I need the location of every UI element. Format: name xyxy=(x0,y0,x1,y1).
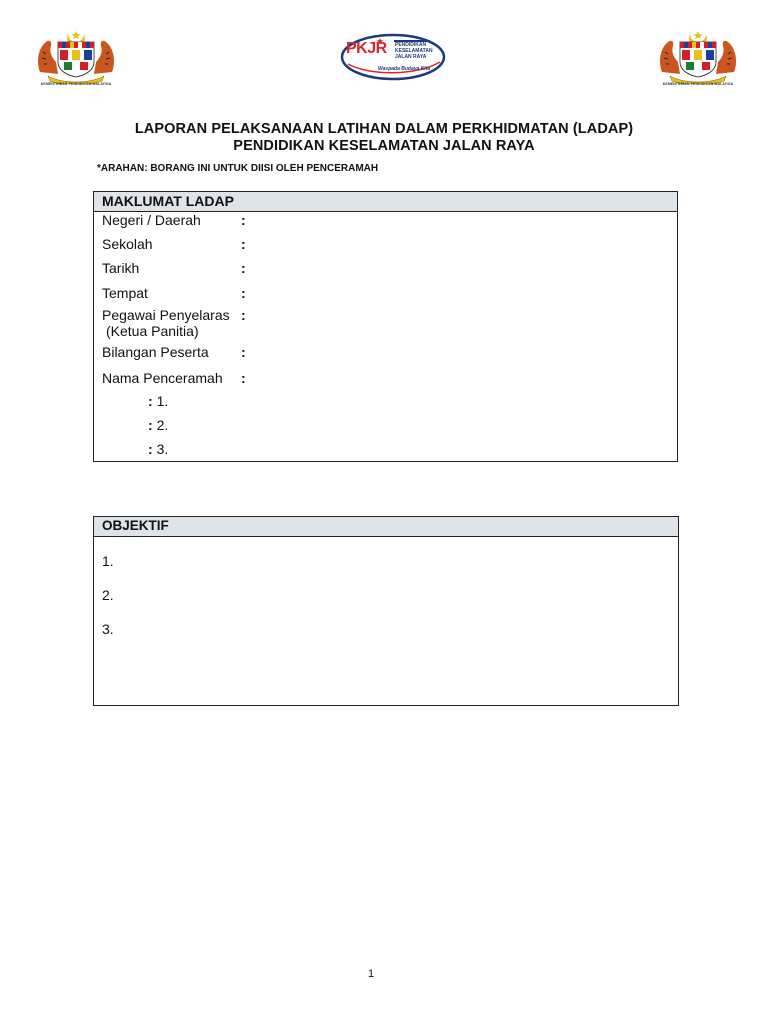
objektif-item-1[interactable]: 1. xyxy=(102,553,114,569)
field-colon-bilangan-peserta[interactable]: : xyxy=(241,344,246,360)
speaker-line-2[interactable] xyxy=(148,417,168,433)
page-number: 1 xyxy=(367,968,375,980)
speaker-colon-2: : xyxy=(148,417,153,433)
pkjr-tagline: Waspada Budaya Kita xyxy=(378,66,431,72)
field-colon-sekolah[interactable]: : xyxy=(241,236,246,252)
speaker-num-3: 3. xyxy=(156,441,169,457)
objektif-section xyxy=(93,516,679,706)
objektif-heading: OBJEKTIF xyxy=(94,517,678,537)
field-colon-nama-penceramah[interactable]: : xyxy=(241,370,246,386)
speaker-num-2: 2. xyxy=(156,417,169,433)
objektif-item-3[interactable]: 3. xyxy=(102,621,114,637)
document-title-line1: LAPORAN PELAKSANAAN LATIHAN DALAM PERKHIDMATAN (LADAP) xyxy=(134,121,634,137)
field-label-pegawai-penyelaras: Pegawai Penyelaras xyxy=(102,307,230,323)
instruction-note: *ARAHAN: BORANG INI UNTUK DIISI OLEH PENCERAMAH xyxy=(97,163,379,174)
speaker-colon-3: : xyxy=(148,441,153,457)
field-label-tempat: Tempat xyxy=(102,285,148,301)
speaker-colon-1: : xyxy=(148,393,153,409)
pkjr-line1: PENDIDIKAN xyxy=(395,42,427,48)
crest-caption-left: KEMENTERIAN PENDIDIKAN MALAYSIA xyxy=(40,82,112,86)
pkjr-line3: JALAN RAYA xyxy=(395,54,427,60)
maklumat-ladap-heading: MAKLUMAT LADAP xyxy=(94,192,677,212)
field-label-negeri: Negeri / Daerah xyxy=(102,212,201,228)
pkjr-acronym: PKJR xyxy=(346,40,387,57)
field-colon-pegawai-penyelaras[interactable]: : xyxy=(241,307,246,323)
pkjr-line2: KESELAMATAN xyxy=(395,48,433,54)
speaker-line-3[interactable] xyxy=(148,441,168,457)
pkjr-logo xyxy=(340,30,446,82)
speaker-line-1[interactable] xyxy=(148,393,168,409)
field-label-sekolah: Sekolah xyxy=(102,236,153,252)
field-label-tarikh: Tarikh xyxy=(102,260,140,276)
field-colon-negeri[interactable]: : xyxy=(241,212,246,228)
field-label-ketua-panitia: (Ketua Panitia) xyxy=(106,323,199,339)
speaker-num-1: 1. xyxy=(156,393,169,409)
field-label-bilangan-peserta: Bilangan Peserta xyxy=(102,344,209,360)
field-colon-tempat[interactable]: : xyxy=(241,285,246,301)
field-colon-tarikh[interactable]: : xyxy=(241,260,246,276)
maklumat-ladap-section xyxy=(93,191,678,462)
field-label-nama-penceramah: Nama Penceramah xyxy=(102,370,223,386)
objektif-item-2[interactable]: 2. xyxy=(102,587,114,603)
crest-caption-right: KEMENTERIAN PENDIDIKAN MALAYSIA xyxy=(662,82,734,86)
document-title-line2: PENDIDIKAN KESELAMATAN JALAN RAYA xyxy=(233,138,535,154)
